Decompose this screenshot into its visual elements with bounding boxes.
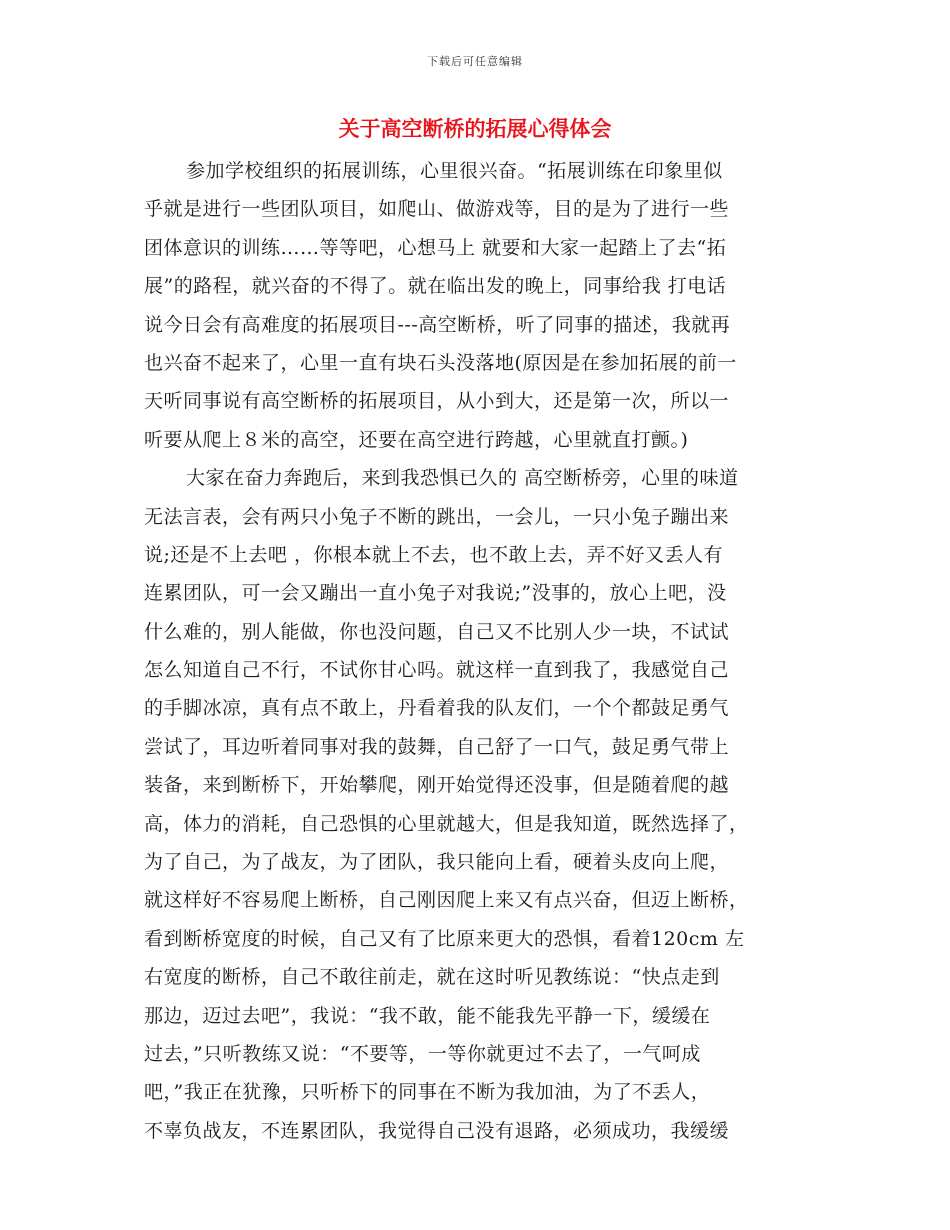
paragraph-line: 天听同事说有高空断桥的拓展项目，从小到大，还是第一次，所以一 [144,390,730,413]
paragraph-line: 乎就是进行一些团队项目，如爬山、做游戏等，目的是为了进行一些 [144,198,730,221]
paragraph-line: 连累团队，可一会又蹦出一直小兔子对我说;”没事的，放心上吧，没 [144,582,727,605]
paragraph-line: 那边，迈过去吧”，我说：“我不敢，能不能我先平静一下，缓缓在 [144,1004,711,1027]
paragraph-line: 展”的路程，就兴奋的不得了。就在临出发的晚上，同事给我 打电话 [144,275,727,298]
paragraph-line: 团体意识的训练……等等吧，心想马上 就要和大家一起踏上了去“拓 [144,236,727,259]
paragraph-line: 过去，”只听教练又说：“不要等，一等你就更过不去了，一气呵成 [144,1042,701,1065]
paragraph-line: 尝试了，耳边听着同事对我的鼓舞，自己舒了一口气，鼓足勇气带上 [144,735,730,758]
paragraph-line: 怎么知道自己不行，不试你甘心吗。就这样一直到我了，我感觉自己 [144,659,730,682]
paragraph-line: 高，体力的消耗，自己恐惧的心里就越大，但是我知道，既然选择了， [144,812,749,835]
paragraph-line: 无法言表，会有两只小兔子不断的跳出，一会儿，一只小兔子蹦出来 [144,505,730,528]
paragraph-line: 说今日会有高难度的拓展项目---高空断桥，听了同事的描述，我就再 [144,313,731,336]
paragraph-line: 的手脚冰凉，真有点不敢上，丹看着我的队友们，一个个都鼓足勇气 [144,697,730,720]
paragraph-line: 就这样好不容易爬上断桥，自己刚因爬上来又有点兴奋，但迈上断桥， [144,889,749,912]
paragraph-line: 不辜负战友，不连累团队，我觉得自己没有退路，必须成功，我缓缓 [144,1119,730,1142]
paragraph-line: 参加学校组织的拓展训练，心里很兴奋。“拓展训练在印象里似 [186,160,723,182]
paragraph-line: 吧，”我正在犹豫，只听桥下的同事在不断为我加油，为了不丢人， [144,1081,711,1104]
paragraph-line: 看到断桥宽度的时候，自己又有了比原来更大的恐惧，看着120cm 左 [144,927,745,950]
paragraph-line: 右宽度的断桥，自己不敢往前走，就在这时听见教练说：“快点走到 [144,966,720,989]
paragraph-line: 也兴奋不起来了，心里一直有块石头没落地(原因是在参加拓展的前一 [144,351,737,374]
paragraph-line: 装备，来到断桥下，开始攀爬，刚开始觉得还没事，但是随着爬的越 [144,774,730,797]
document-body [144,152,808,1150]
paragraph-1 [144,152,808,459]
paragraph-2 [144,459,808,1150]
paragraph-line: 听要从爬上８米的高空，还要在高空进行跨越，心里就直打颤。) [144,428,689,451]
paragraph-line: 为了自己，为了战友，为了团队，我只能向上看，硬着头皮向上爬， [144,851,730,874]
page-header-note: 下载后可任意编辑 [427,55,523,68]
paragraph-line: 说;还是不上去吧 ，你根本就上不去，也不敢上去，弄不好又丢人有 [144,543,723,566]
paragraph-line: 什么难的，别人能做，你也没问题，自己又不比别人少一块，不试试 [144,620,730,643]
document-title: 关于高空断桥的拓展心得体会 [338,117,612,141]
paragraph-line: 大家在奋力奔跑后，来到我恐惧已久的 高空断桥旁，心里的味道 [186,467,739,490]
